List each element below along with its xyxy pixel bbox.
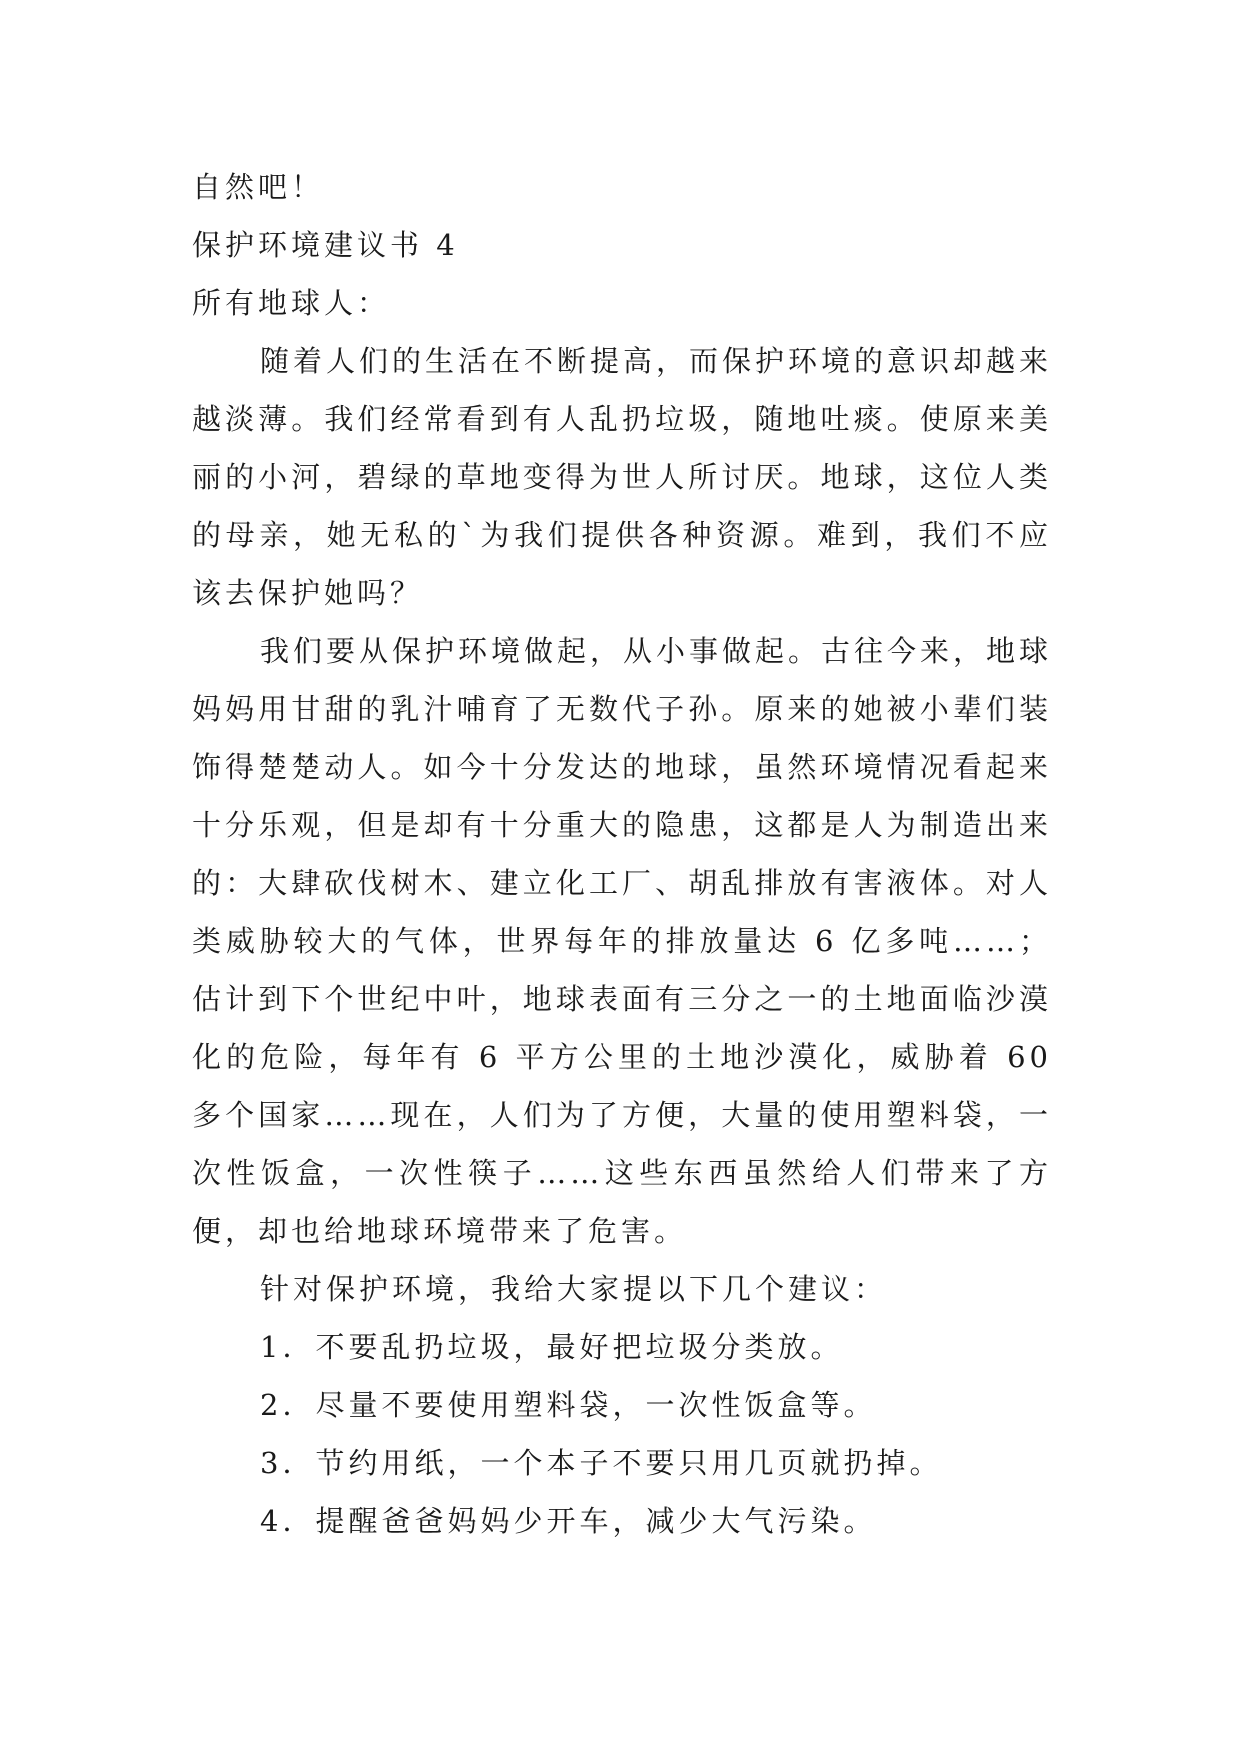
document-body xyxy=(192,158,1052,1550)
opening-line: 自然吧！ xyxy=(192,170,325,204)
paragraph-3: 针对保护环境，我给大家提以下几个建议： xyxy=(260,1272,888,1306)
suggestion-item-3: 3．节约用纸，一个本子不要只用几页就扔掉。 xyxy=(260,1446,943,1480)
salutation: 所有地球人： xyxy=(192,286,391,320)
document-title: 保护环境建议书 4 xyxy=(192,228,459,262)
suggestion-item-2: 2．尽量不要使用塑料袋，一次性饭盒等。 xyxy=(260,1388,877,1422)
paragraph-2: 我们要从保护环境做起，从小事做起。古往今来，地球妈妈用甘甜的乳汁哺育了无数代子孙。原来的她被小辈们装饰得楚楚动人。如今十分发达的地球，虽然环境情况看起来十分乐观，但是却有十分重大的隐患，这都是人为制造出来的：大肆砍伐树木、建立化工厂、胡乱排放有害液体。对人类威胁较大的气体，世界每年的排放量达 6 亿多吨……；估计到下个世纪中叶，地球表面有三分之一的土地面临沙漠化的危险，每年有 6 平方公里的土地沙漠化，威胁着 60 多个国家……现在，人们为了方便，大量的使用塑料袋，一次性饭盒，一次性筷子……这些东西虽然给人们带来了方便，却也给地球环境带来了危害。 xyxy=(192,634,1053,1248)
suggestion-item-1: 1．不要乱扔垃圾，最好把垃圾分类放。 xyxy=(260,1330,844,1364)
paragraph-1: 随着人们的生活在不断提高，而保护环境的意识却越来越淡薄。我们经常看到有人乱扔垃圾，随地吐痰。使原来美丽的小河，碧绿的草地变得为世人所讨厌。地球，这位人类的母亲，她无私的`为我们提供各种资源。难到，我们不应该去保护她吗？ xyxy=(192,344,1053,610)
suggestion-item-4: 4．提醒爸爸妈妈少开车，减少大气污染。 xyxy=(260,1504,877,1538)
